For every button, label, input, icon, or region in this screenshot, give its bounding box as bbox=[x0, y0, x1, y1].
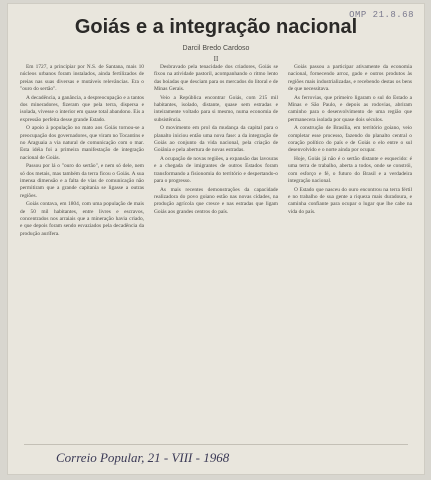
paragraph: O apoio à população no mato aos Goiás tornou-se a preocupação dos governadores, que viram no Tocantins e no Araguaia a via natural de comunicação com o mar. Esta idéia foi a primeira manifestação de integração nacional de Goiás. bbox=[20, 125, 144, 161]
article-column-1 bbox=[20, 64, 144, 442]
archive-stamp: OMP 21.8.68 bbox=[349, 10, 414, 20]
newspaper-clipping bbox=[8, 4, 424, 474]
paragraph: As ferrovias, que primeiro ligaram o sul do Estado a Minas e São Paulo, e depois as rodovias, abriram caminho para o desenvolvimento de uma região que permanecera isolada por quase dois séculos. bbox=[288, 94, 412, 123]
paragraph: O Estado que nasceu do ouro encontrou na terra fértil e no trabalho de sua gente a riqueza mais duradoura, e caminha confiante para ocupar o lugar que lhe cabe na vida do país. bbox=[288, 186, 412, 215]
paragraph: Em 1727, a principiar por N.S. de Santana, mais 10 núcleos urbanos foram instalados, ainda fertilizados de preias nas suas diversas e mutáveis relevâncias. Era o "ouro do sertão". bbox=[20, 64, 144, 92]
article-headline: Goiás e a integração nacional bbox=[74, 16, 358, 38]
footer-divider bbox=[24, 444, 408, 445]
article-byline: Darcil Bredo Cardoso bbox=[182, 45, 250, 52]
paragraph: Veio a República encontrar Goiás, com 215 mil habitantes, isolado, distante, quase sem estradas e inteiramente voltado para si mesmo, numa economia de subsistência. bbox=[154, 94, 278, 123]
paragraph: O movimento em prol da mudança da capital para o planalto iniciou então uma nova fase: a da integração de Goiás ao conjunto da vida nacional, pela criação de Goiânia e pela abertura de novas estradas. bbox=[154, 125, 278, 154]
article-body bbox=[20, 64, 412, 442]
paragraph: A ocupação de novas regiões, a expansão das lavouras e a chegada de imigrantes de outros Estados foram transformando a fisionomia do território e despertando-o para o progresso. bbox=[154, 156, 278, 184]
paragraph: A decadência, a ganância, a despreocupação e a tantos dos mineradores, fizeram que pela terra, dispersa e isolada, vivesse o interior em quase total abandono. Eis a expressão perfeita desse grande Estado. bbox=[20, 94, 144, 123]
paragraph: Goiás passou a participar ativamente da economia nacional, fornecendo arroz, gado e outros produtos às regiões mais industrializadas, e recebendo destas os bens de que necessitava. bbox=[288, 64, 412, 92]
handwritten-source-note: Correio Popular, 21 - VIII - 1968 bbox=[56, 450, 230, 465]
paragraph: Goiás contava, em 1804, com uma população de mais de 50 mil habitantes, entre livres e escravos, concentrados nos arraiais que a mineração havia criado, e que depois foram sendo esvaziados pela decadência da produção aurífera. bbox=[20, 201, 144, 237]
paragraph: Passou por lá o "ouro do sertão", e nem só dele, nem só dos metais, mas também da terra ficou o Goiás. A sua imensa dimensão e a falta de vias de comunicação não permitiram que a grande capitania se ligasse a outras regiões. bbox=[20, 163, 144, 199]
article-column-2 bbox=[154, 64, 278, 442]
paragraph: Hoje, Goiás já não é o sertão distante e esquecido: é uma terra de trabalho, aberta a todos, onde se constrói, com esforço e fé, o futuro do Brasil e a verdadeira integração nacional. bbox=[288, 156, 412, 184]
paragraph: Desbravado pela tenacidade dos criadores, Goiás se fixou na atividade pastoril, acompanhando o ritmo lento das boiadas que desciam para os mercados do litoral e de Minas Gerais. bbox=[154, 64, 278, 92]
paragraph: A construção de Brasília, em território goiano, veio completar esse processo, fazendo do planalto central o coração político do país e de Goiás o elo entre o sul desenvolvido e o norte ainda por ocupar. bbox=[288, 125, 412, 154]
article-part-number: II bbox=[213, 55, 219, 63]
paragraph: As mais recentes demonstrações da capacidade realizadora do povo goiano estão nas novas cidades, na produção agrícola que cresce e nas estradas que ligam Goiás aos grandes centros do país. bbox=[154, 186, 278, 215]
article-column-3 bbox=[288, 64, 412, 442]
